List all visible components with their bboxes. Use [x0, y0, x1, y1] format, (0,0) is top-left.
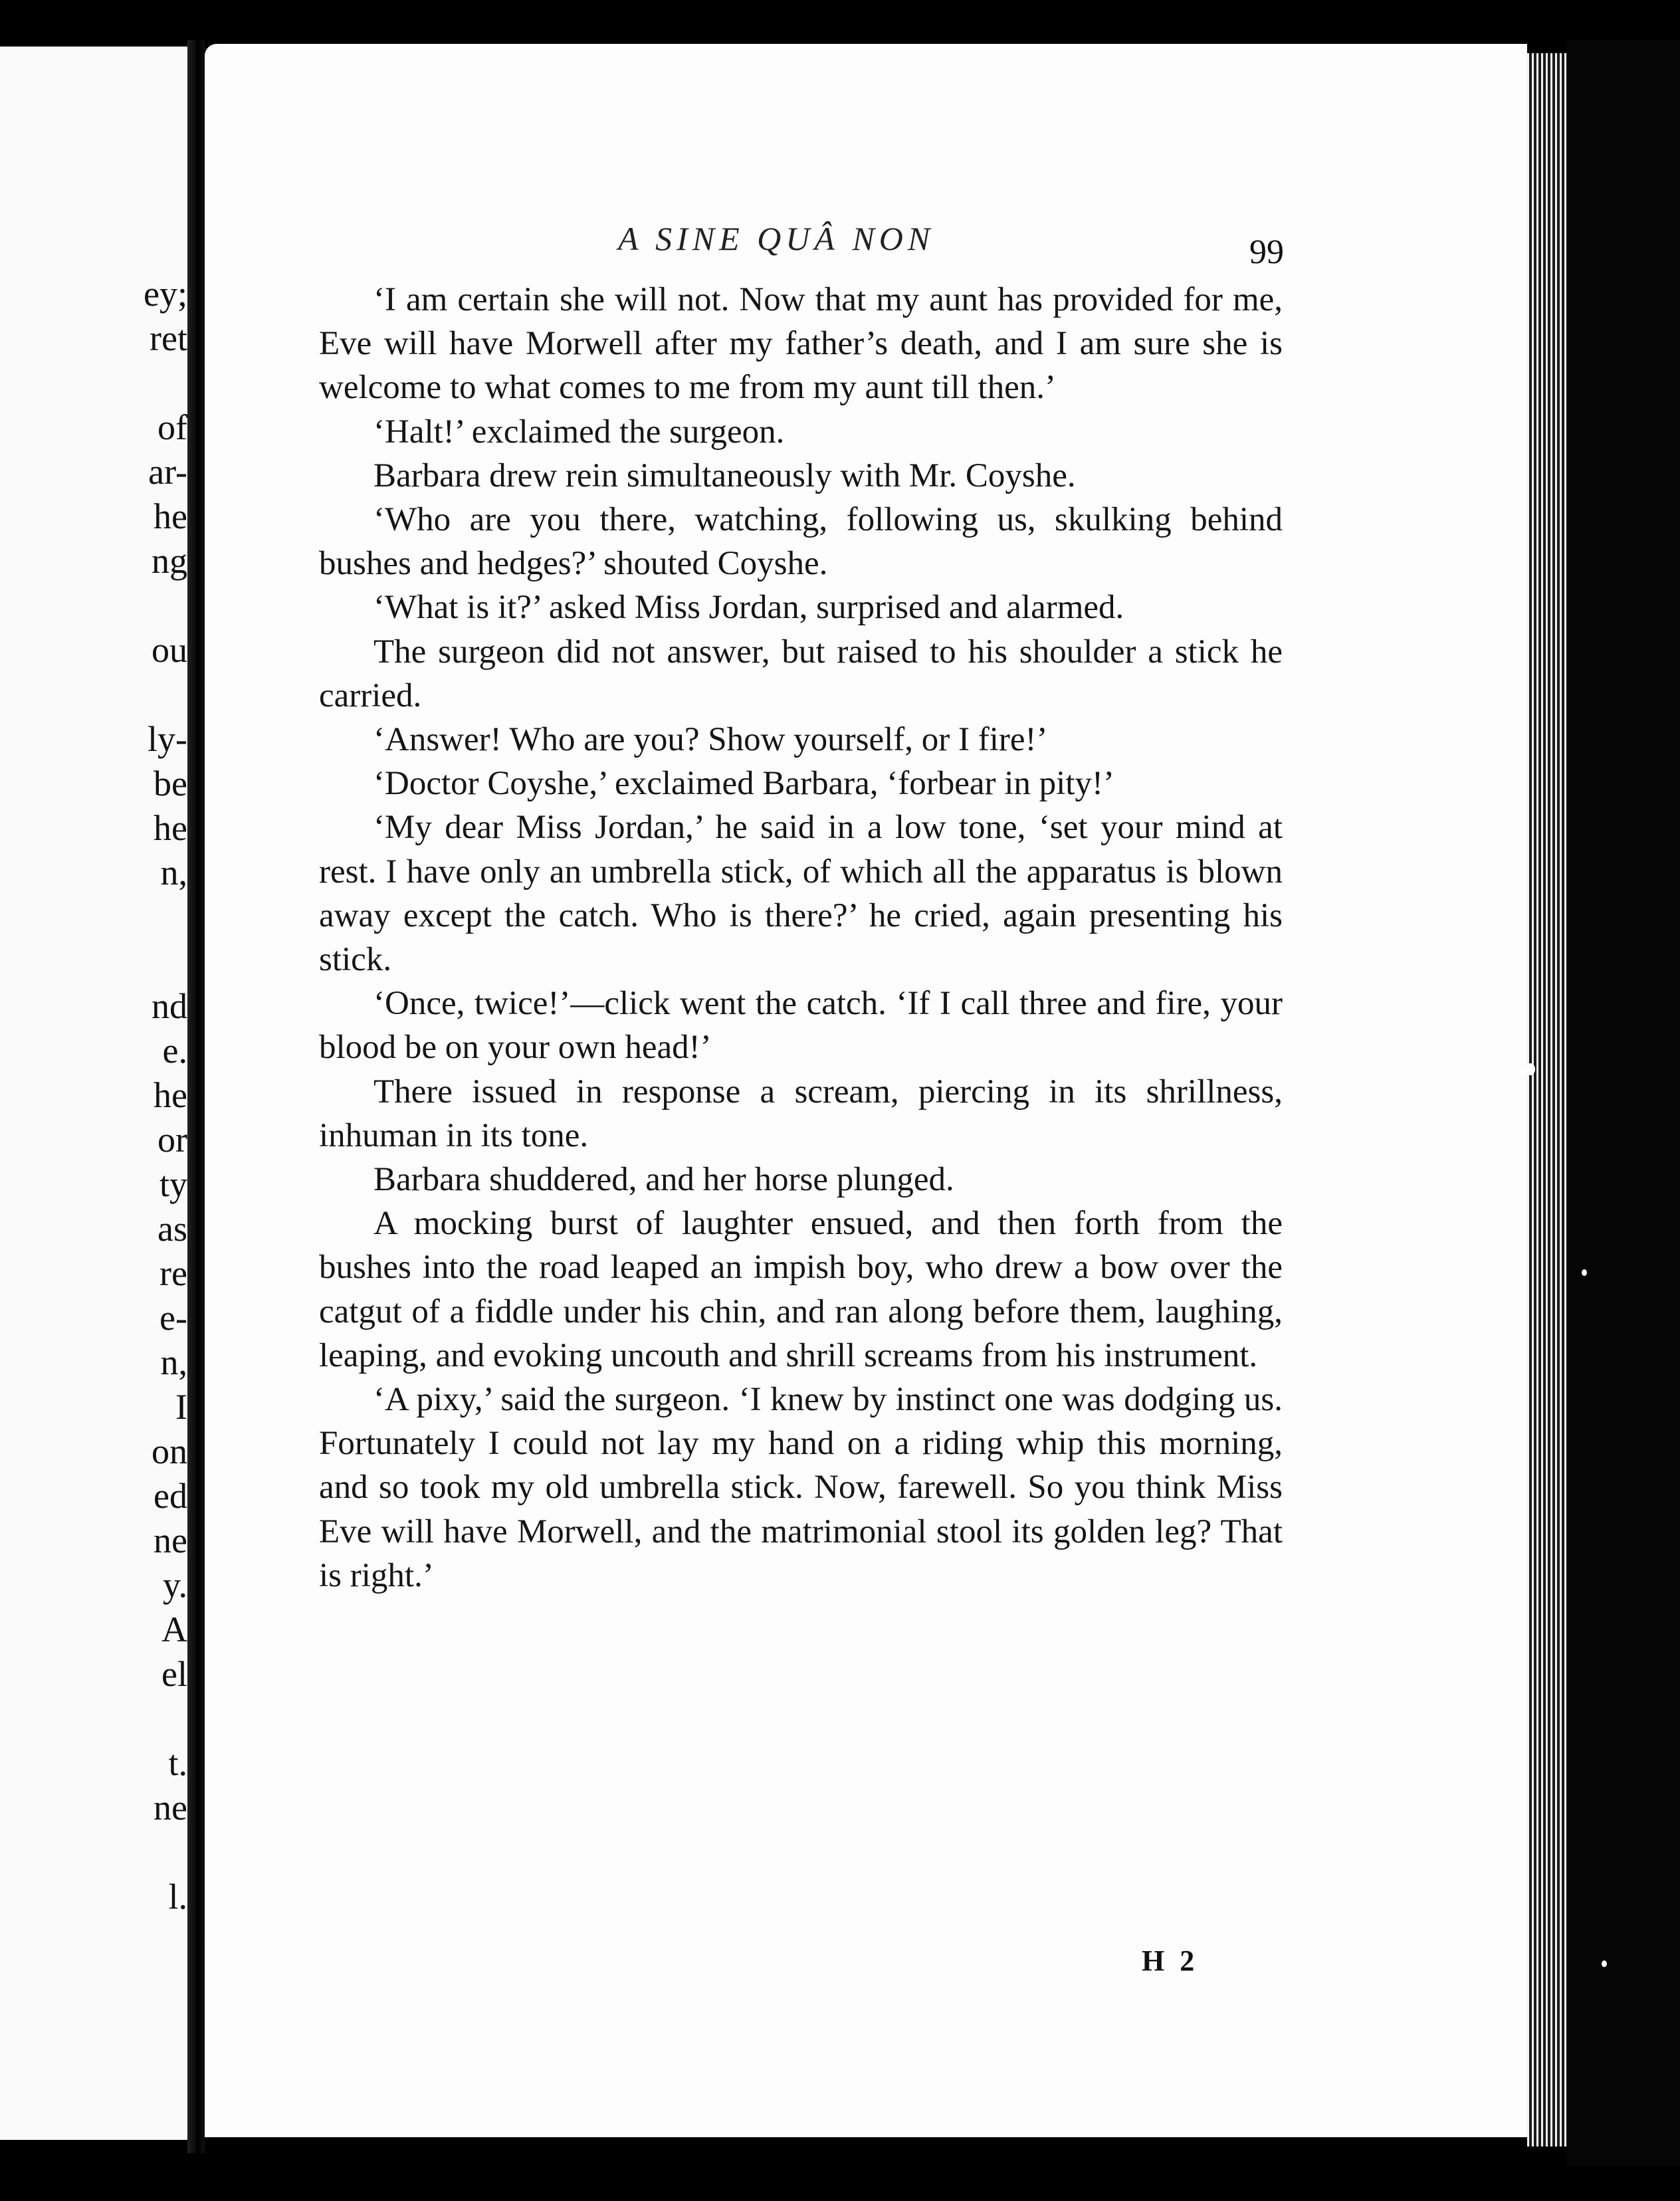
facing-page-fragment: t.: [168, 1743, 187, 1783]
body-text: [319, 278, 1283, 1598]
facing-page-fragment: e-: [159, 1298, 187, 1338]
facing-page-fragment: ty: [159, 1164, 187, 1204]
facing-page-fragment: he: [154, 808, 187, 848]
facing-page-fragment: A: [161, 1610, 187, 1649]
paragraph: There issued in response a scream, piercing in its shrillness, inhuman in its tone.: [319, 1073, 1283, 1154]
paragraph: ‘I am certain she will not. Now that my aunt has provided for me, Eve will have Morwell after my father’s death, and I am sure she is welcome to what comes to me from my aunt till then.’: [319, 281, 1283, 407]
facing-page-fragment: n,: [160, 1342, 187, 1382]
paragraph: ‘A pixy,’ said the surgeon. ‘I knew by instinct one was dodging us. Fortunately I could not lay my hand on a riding whip this morning, and so took my old umbrella stick. Now, farewell. So you think Miss Eve will have Morwell, and the matrimonial stool its golden leg? That is right.’: [319, 1381, 1283, 1594]
paragraph: The surgeon did not answer, but raised to his shoulder a stick he carried.: [319, 633, 1283, 714]
facing-page-fragment: of: [158, 407, 187, 447]
facing-page-fragment: e.: [162, 1031, 187, 1071]
scan-speck: [1582, 1269, 1587, 1276]
signature-mark: H 2: [1142, 1944, 1199, 1977]
facing-page-fragment: he: [154, 1075, 187, 1115]
book-gutter: [187, 40, 205, 2153]
facing-page-fragment: on: [152, 1431, 187, 1471]
facing-page-fragment: ou: [152, 630, 187, 670]
facing-page-fragment: or: [158, 1120, 187, 1160]
facing-page-fragment: l.: [168, 1877, 187, 1917]
facing-page-fragment: ly-: [148, 719, 187, 759]
facing-page-fragment: I: [175, 1387, 187, 1427]
paragraph: ‘Doctor Coyshe,’ exclaimed Barbara, ‘forbear in pity!’: [373, 765, 1114, 803]
facing-page-fragment: ey;: [144, 274, 187, 314]
facing-page-fragment: ng: [152, 541, 187, 581]
left-facing-page: [0, 47, 187, 2140]
paragraph: ‘Once, twice!’—click went the catch. ‘If I call three and fire, your blood be on your own head!’: [319, 985, 1283, 1067]
facing-page-fragment: re: [159, 1253, 187, 1293]
facing-page-fragment: ed: [154, 1476, 187, 1516]
facing-page-fragment: el: [161, 1654, 187, 1694]
running-head: A SINE QUÂ NON: [618, 220, 935, 257]
paragraph: Barbara drew rein simultaneously with Mr. Coyshe.: [373, 457, 1076, 494]
facing-page-fragment: ne: [154, 1788, 187, 1828]
facing-page-fragment: ret: [150, 318, 187, 358]
facing-page-fragment: ar-: [148, 452, 187, 492]
facing-page-fragment: nd: [152, 986, 187, 1026]
paragraph: A mocking burst of laughter ensued, and then forth from the bushes into the road leaped an impish boy, who drew a bow over the catgut of a fiddle under his chin, and ran along before them, laughing, leaping, and evoking uncouth and shrill screams from his instrument.: [319, 1205, 1283, 1374]
facing-page-fragment: as: [158, 1209, 187, 1249]
facing-page-fragment: be: [154, 764, 187, 803]
paragraph: ‘Halt!’ exclaimed the surgeon.: [373, 413, 785, 451]
book-cover-edge: [1567, 40, 1680, 2166]
facing-page-fragment: y.: [163, 1565, 187, 1605]
paragraph: ‘Who are you there, watching, following us, skulking behind bushes and hedges?’ shouted Coyshe.: [319, 501, 1283, 583]
facing-page-fragment: he: [154, 496, 187, 536]
facing-page-fragment: n,: [160, 853, 187, 892]
page-number: 99: [1249, 233, 1284, 271]
paragraph: ‘Answer! Who are you? Show yourself, or I fire!’: [373, 721, 1048, 759]
paragraph: ‘My dear Miss Jordan,’ he said in a low tone, ‘set your mind at rest. I have only an umbrella stick, of which all the apparatus is blown away except the catch. Who is there?’ he cried, again presenting his stick.: [319, 809, 1283, 979]
scan-speck: [1602, 1960, 1607, 1967]
paragraph: ‘What is it?’ asked Miss Jordan, surprised and alarmed.: [373, 589, 1124, 627]
facing-page-fragment: ne: [154, 1520, 187, 1560]
scan-speck: [1526, 1063, 1535, 1075]
page-edges: [1527, 53, 1567, 2147]
paragraph: Barbara shuddered, and her horse plunged.: [373, 1161, 954, 1199]
